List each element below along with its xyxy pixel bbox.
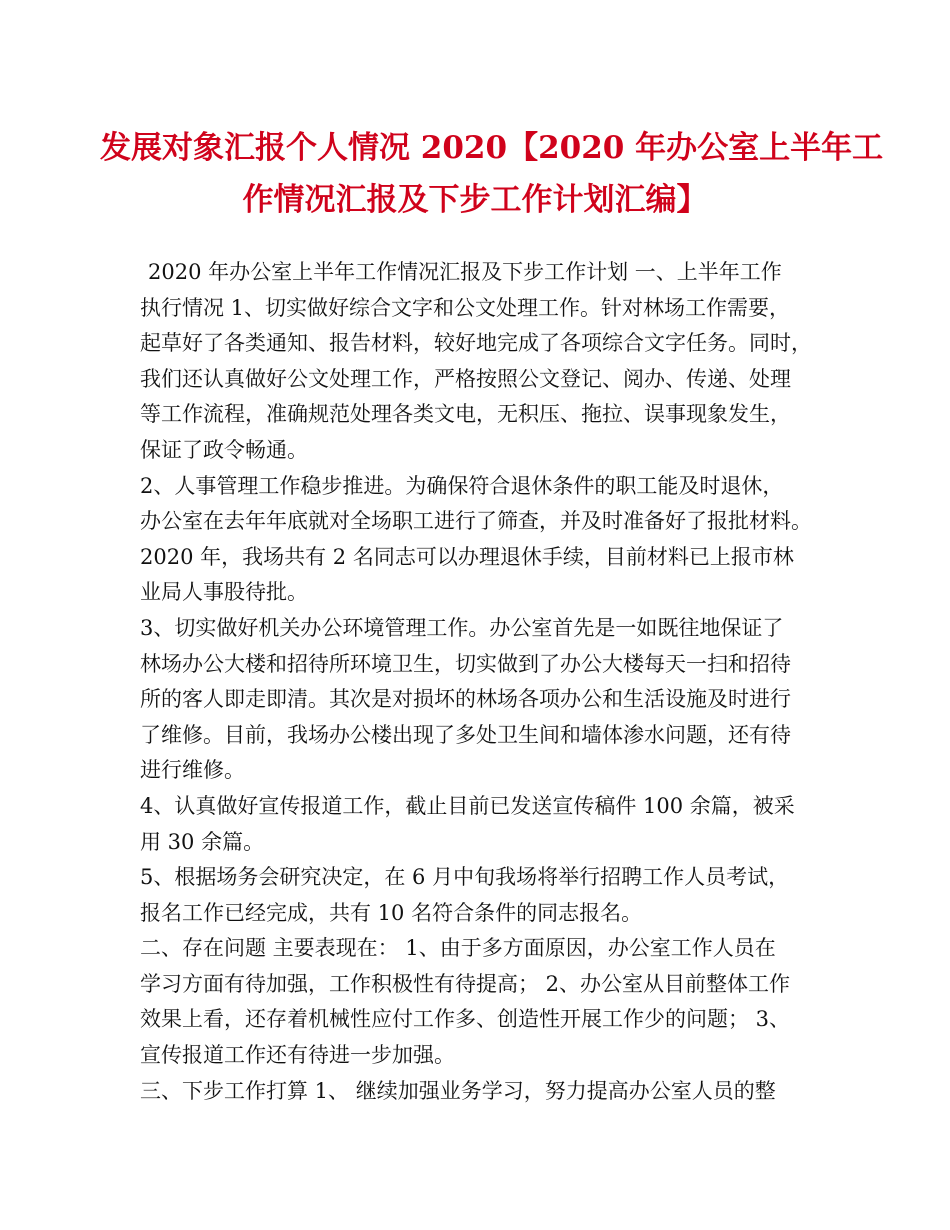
document-title xyxy=(100,122,884,226)
body-line: 2020 年，我场共有 2 名同志可以办理退休手续，目前材料已上报市林 xyxy=(140,544,794,569)
body-line: 了维修。目前，我场办公楼出现了多处卫生间和墙体渗水问题，还有待 xyxy=(140,722,791,747)
body-line: 所的客人即走即清。其次是对损坏的林场各项办公和生活设施及时进行 xyxy=(140,687,791,712)
title-line-2: 作情况汇报及下步工作计划汇编】 xyxy=(242,182,708,218)
body-line: 3、切实做好机关办公环境管理工作。办公室首先是一如既往地保证了 xyxy=(140,615,784,640)
body-line: 报名工作已经完成，共有 10 名符合条件的同志报名。 xyxy=(140,900,643,925)
body-line: 执行情况 1、切实做好综合文字和公文处理工作。针对林场工作需要， xyxy=(140,295,791,320)
body-line: 宣传报道工作还有待进一步加强。 xyxy=(140,1043,455,1068)
body-line: 业局人事股待批。 xyxy=(140,580,308,605)
body-line: 学习方面有待加强，工作积极性有待提高； 2、办公室从目前整体工作 xyxy=(140,971,791,996)
body-line: 4、认真做好宣传报道工作，截止目前已发送宣传稿件 100 余篇，被采 xyxy=(140,793,795,818)
document-body xyxy=(140,255,830,1109)
body-line: 5、根据场务会研究决定，在 6 月中旬我场将举行招聘工作人员考试， xyxy=(140,865,790,890)
body-line: 等工作流程，准确规范处理各类文电，无积压、拖拉、误事现象发生， xyxy=(140,402,791,427)
title-line-1: 发展对象汇报个人情况 2020【2020 年办公室上半年工 xyxy=(100,130,884,166)
body-line: 进行维修。 xyxy=(140,758,245,783)
body-line: 保证了政令畅通。 xyxy=(140,437,308,462)
body-line: 2020 年办公室上半年工作情况汇报及下步工作计划 一、上半年工作 xyxy=(148,260,782,284)
body-line: 效果上看，还存着机械性应付工作多、创造性开展工作少的问题； 3、 xyxy=(140,1007,791,1032)
body-line: 2、人事管理工作稳步推进。为确保符合退休条件的职工能及时退休， xyxy=(140,473,784,498)
body-line: 用 30 余篇。 xyxy=(140,829,265,854)
body-line: 我们还认真做好公文处理工作，严格按照公文登记、阅办、传递、处理 xyxy=(140,366,791,391)
body-line: 三、下步工作打算 1、 继续加强业务学习，努力提高办公室人员的整 xyxy=(140,1078,776,1103)
body-line: 林场办公大楼和招待所环境卫生，切实做到了办公大楼每天一扫和招待 xyxy=(140,651,791,676)
body-line: 办公室在去年年底就对全场职工进行了筛查，并及时准备好了报批材料。 xyxy=(140,509,812,534)
body-line: 二、存在问题 主要表现在： 1、由于多方面原因，办公室工作人员在 xyxy=(140,936,776,961)
body-line: 起草好了各类通知、报告材料，较好地完成了各项综合文字任务。同时， xyxy=(140,331,812,356)
